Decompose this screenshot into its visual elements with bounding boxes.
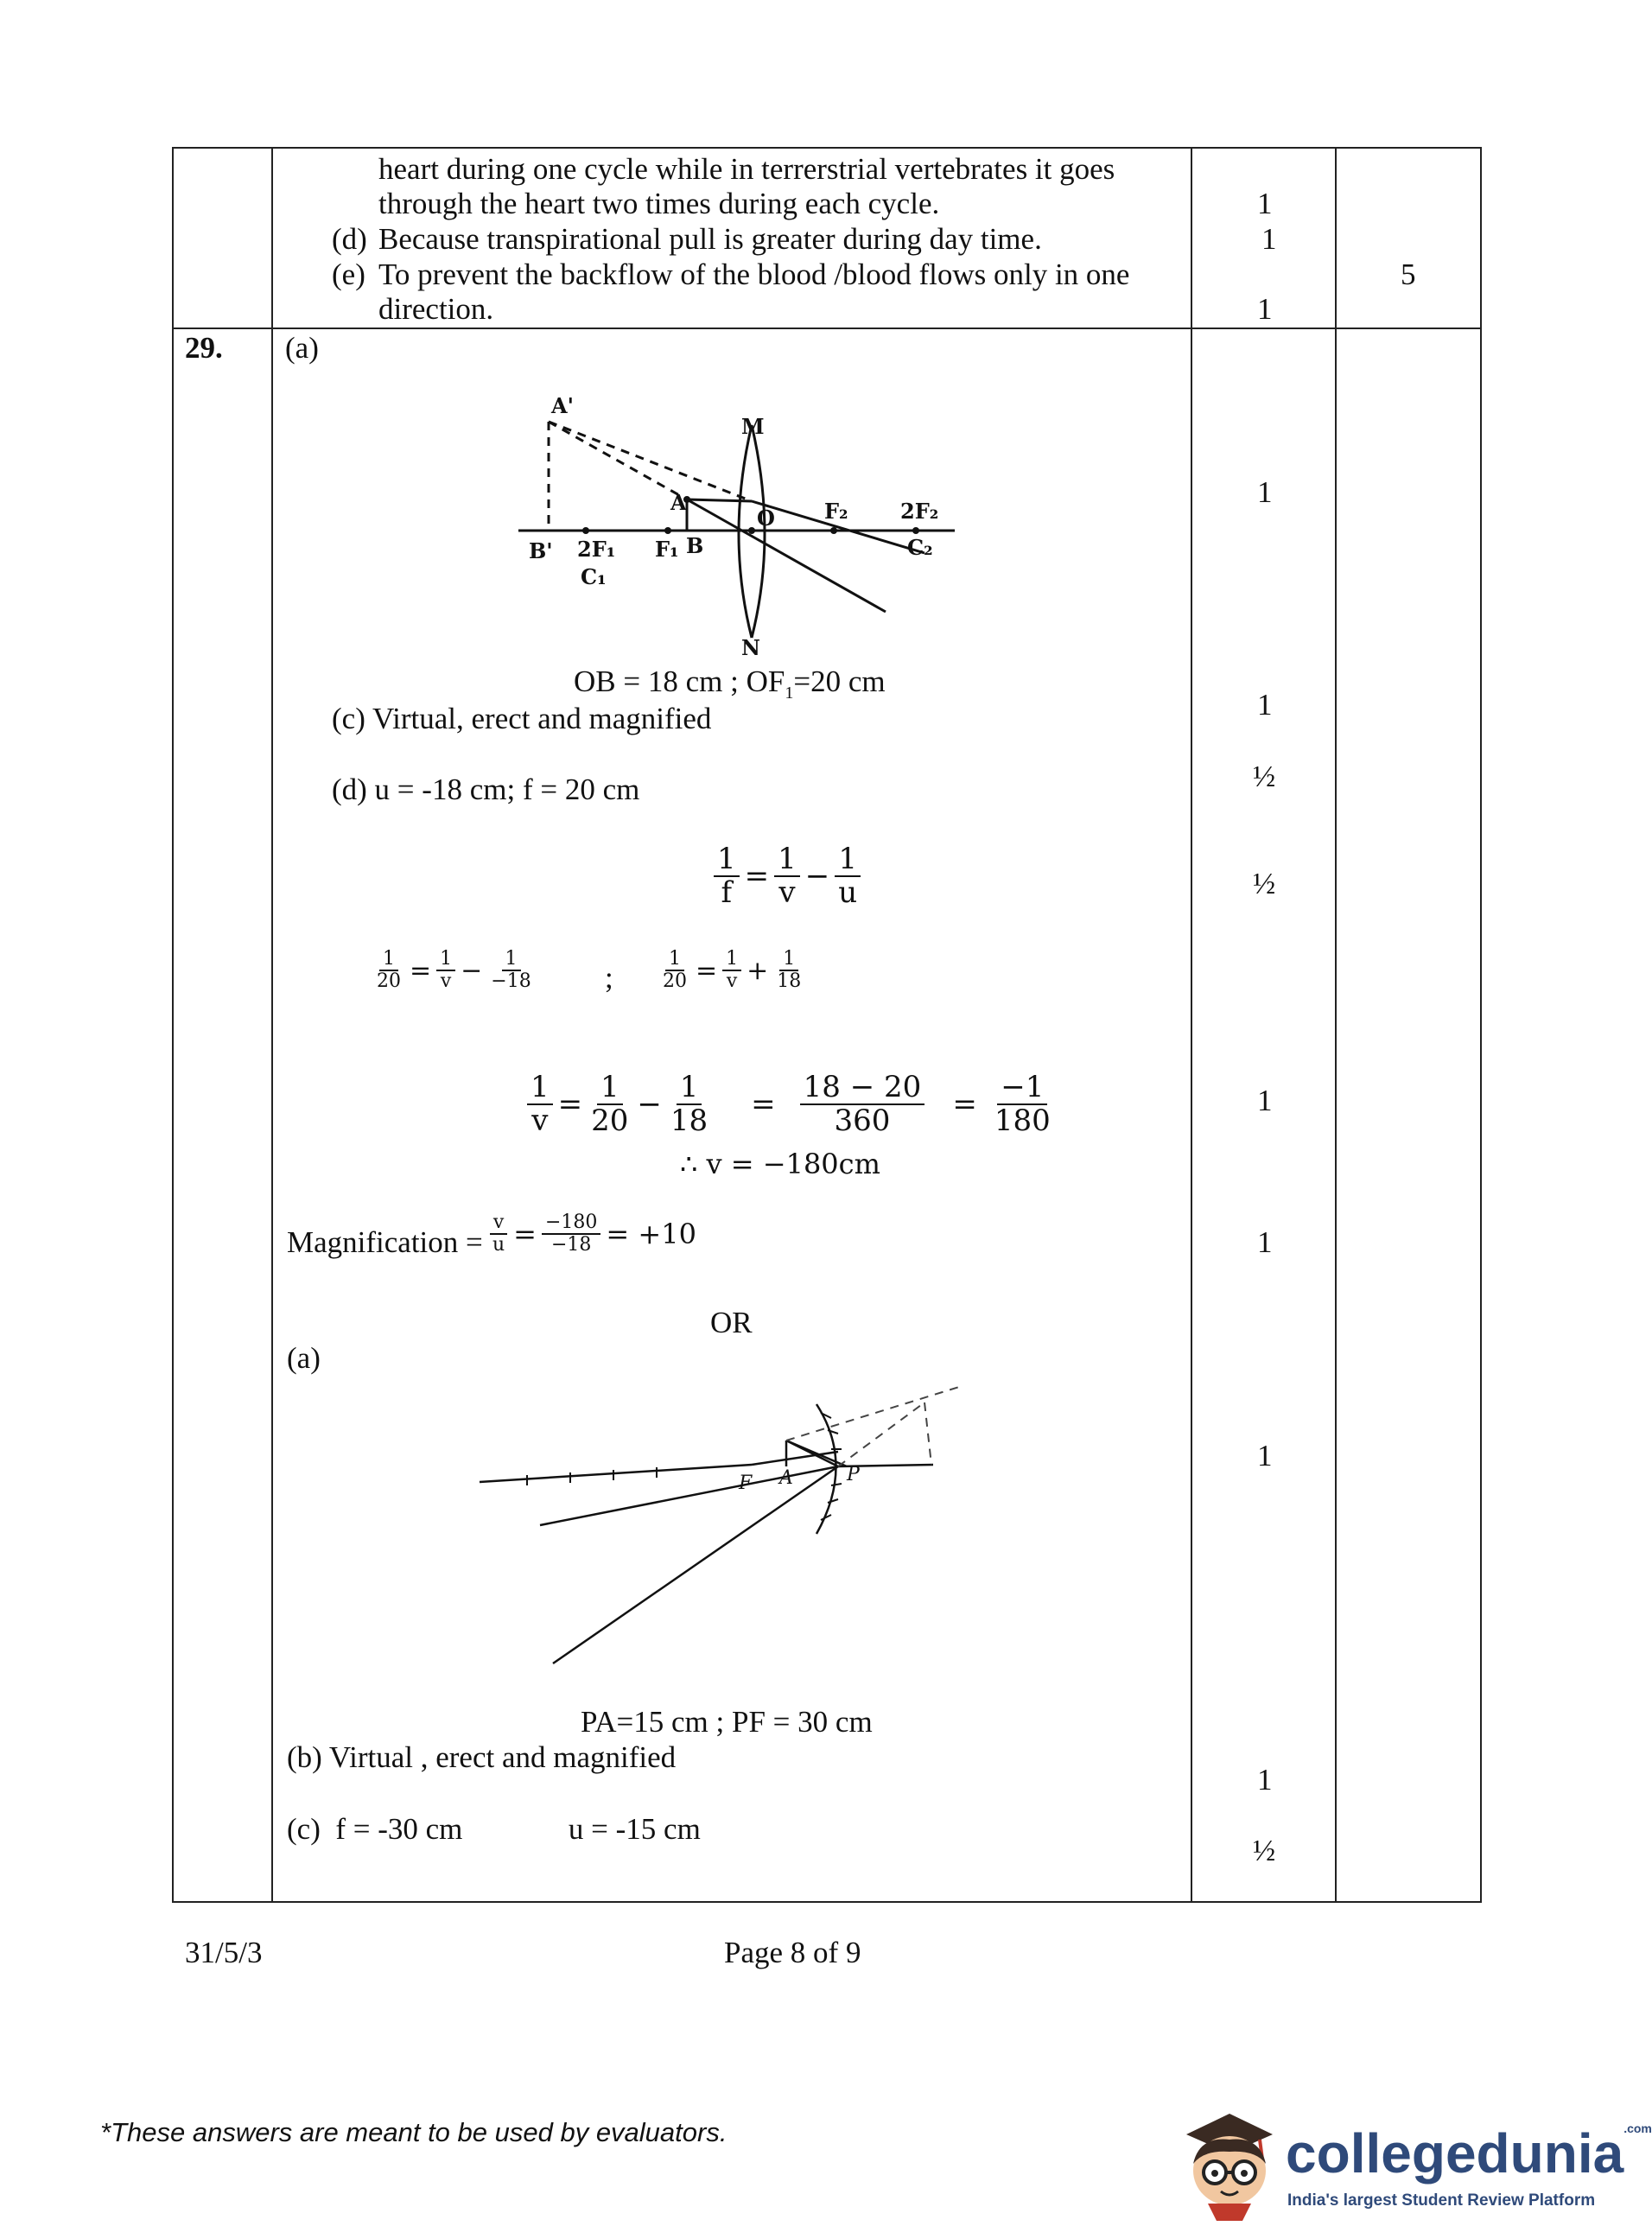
- q29-mark-5: 1: [1257, 1084, 1273, 1117]
- row28-text-line2: through the heart two times during each cycle.: [378, 187, 940, 220]
- q29-mark-7: 1: [1257, 1439, 1273, 1472]
- label-a-prime: A': [551, 393, 574, 418]
- label-a: A: [670, 490, 687, 515]
- pa-pf-line: PA=15 cm ; PF = 30 cm: [581, 1705, 873, 1739]
- mascot-logo-icon: [1173, 2102, 1286, 2223]
- part-a-label: (a): [285, 331, 319, 365]
- part-a-alt-label: (a): [287, 1341, 321, 1375]
- row28-e-text2: direction.: [378, 292, 494, 326]
- q29-mark-6: 1: [1257, 1225, 1273, 1259]
- label-p-mirror: P: [847, 1464, 860, 1485]
- part-b-answer: (b) Virtual , erect and magnified: [287, 1740, 677, 1774]
- label-2f2: 2F₂: [900, 499, 939, 524]
- q29-mark-8: 1: [1257, 1763, 1273, 1797]
- lens-formula: $\frac{1}{f}$ = $\frac{1}{v}$ − $\frac{1}{u}$: [714, 843, 861, 910]
- row28-e-label: (e): [332, 258, 365, 291]
- label-n: N: [741, 635, 760, 660]
- label-m: M: [741, 414, 765, 439]
- substitution-2: $\frac{1}{20}$ = $\frac{1}{v}$ + $\frac{1}{18}$: [663, 948, 802, 993]
- row28-mark-3: 1: [1257, 292, 1273, 326]
- part-c-alt-given: (c) f = -30 cm u = -15 cm: [287, 1812, 701, 1846]
- part-d-given: (d) u = -18 cm; f = 20 cm: [332, 773, 640, 806]
- row28-d-label: (d): [332, 222, 367, 256]
- label-f2: F₂: [824, 499, 848, 524]
- evaluator-note: *These answers are meant to be used by evaluators.: [100, 2117, 728, 2147]
- row28-e-text1: To prevent the backflow of the blood /blood flows only in one: [378, 258, 1130, 291]
- substitution-1: $\frac{1}{20}$ = $\frac{1}{v}$ − $\frac{1}{-18}$: [377, 948, 531, 993]
- page-number: Page 8 of 9: [724, 1936, 861, 1969]
- or-separator: OR: [710, 1306, 753, 1339]
- label-c1: C₁: [581, 564, 607, 589]
- magnification-label: Magnification =: [287, 1225, 483, 1259]
- brand-name: collegedunia$^{.com}$: [1286, 2121, 1652, 2185]
- label-f1: F₁: [655, 537, 679, 562]
- convex-lens-ray-diagram: [501, 372, 968, 660]
- row28-mark-2: 1: [1261, 222, 1277, 256]
- label-f-mirror: F: [739, 1472, 753, 1494]
- q29-mark-1: 1: [1257, 475, 1273, 509]
- label-b: B: [686, 533, 704, 558]
- label-a-mirror: A: [779, 1467, 793, 1489]
- row28-text-line1: heart during one cycle while in terrerstrial vertebrates it goes: [378, 152, 1115, 186]
- label-o: O: [757, 506, 775, 531]
- brand-tagline: India's largest Student Review Platform: [1287, 2191, 1596, 2210]
- label-b-prime: B': [529, 538, 553, 563]
- label-c2: C₂: [907, 535, 933, 560]
- q29-mark-2: 1: [1257, 688, 1273, 722]
- substitution-separator: ;: [605, 961, 613, 995]
- row28-d-text: Because transpirational pull is greater during day time.: [378, 222, 1042, 256]
- therefore-v: ∴ v = −180cm: [680, 1148, 880, 1180]
- paper-code: 31/5/3: [185, 1936, 263, 1969]
- calc-v: $\frac{1}{v}$ = $\frac{1}{20}$ − $\frac{1}{18}$ = $\frac{18 - 20}{360}$ = $\frac{-1}{180}$: [527, 1072, 1054, 1138]
- row28-mark-1: 1: [1257, 187, 1273, 220]
- row28-total: 5: [1401, 258, 1416, 291]
- q29-mark-4: ½: [1253, 867, 1276, 900]
- part-c-answer: (c) Virtual, erect and magnified: [332, 702, 712, 735]
- label-2f1: 2F₁: [577, 537, 616, 562]
- concave-mirror-ray-diagram: [475, 1370, 994, 1672]
- q29-mark-9: ½: [1253, 1834, 1276, 1867]
- q29-mark-3: ½: [1253, 760, 1276, 793]
- question-number: 29.: [185, 331, 223, 365]
- magnification-equation: $\frac{v}{u}$ = $\frac{-180}{-18}$ = +10: [489, 1212, 696, 1256]
- ob-of-line: OB = 18 cm ; $OF_1=20$ cm: [574, 665, 886, 703]
